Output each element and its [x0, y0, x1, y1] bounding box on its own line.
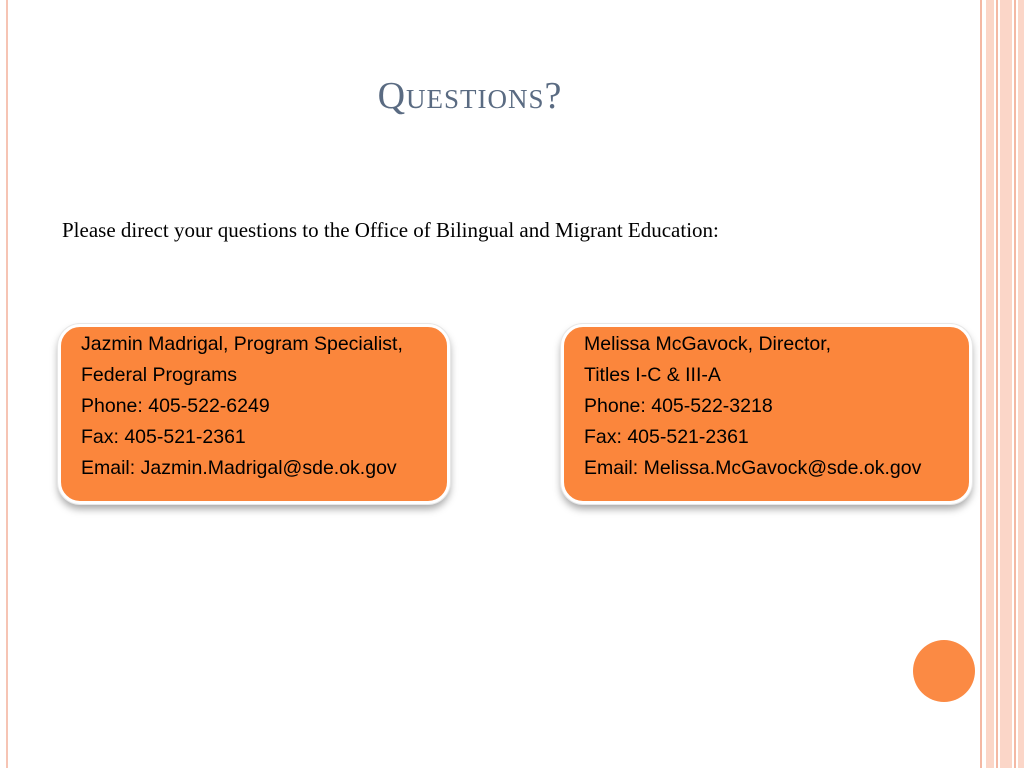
contact-role: Federal Programs	[81, 364, 238, 386]
stripe	[1014, 0, 1016, 768]
contact-fax: Fax: 405-521-2361	[584, 426, 749, 448]
stripe	[1000, 0, 1012, 768]
contact-phone: Phone: 405-522-3218	[584, 395, 773, 417]
contact-email: Email: Jazmin.Madrigal@sde.ok.gov	[81, 457, 397, 479]
contact-name: Jazmin Madrigal, Program Specialist,	[81, 333, 403, 355]
decorative-orange-circle	[913, 640, 975, 702]
stripe	[996, 0, 998, 768]
stripe	[1018, 0, 1024, 768]
contact-phone: Phone: 405-522-6249	[81, 395, 270, 417]
intro-text: Please direct your questions to the Office of Bilingual and Migrant Education:	[62, 218, 719, 242]
right-decorative-stripes	[978, 0, 1024, 768]
contact-card-melissa	[561, 324, 972, 504]
contact-fax: Fax: 405-521-2361	[81, 426, 246, 448]
contact-role: Titles I-C & III-A	[584, 364, 721, 386]
stripe	[986, 0, 994, 768]
contact-name: Melissa McGavock, Director,	[584, 333, 832, 355]
contact-card-jazmin	[58, 324, 450, 504]
stripe	[980, 0, 982, 768]
slide-title: Questions?	[377, 75, 563, 117]
contact-email: Email: Melissa.McGavock@sde.ok.gov	[584, 457, 922, 479]
